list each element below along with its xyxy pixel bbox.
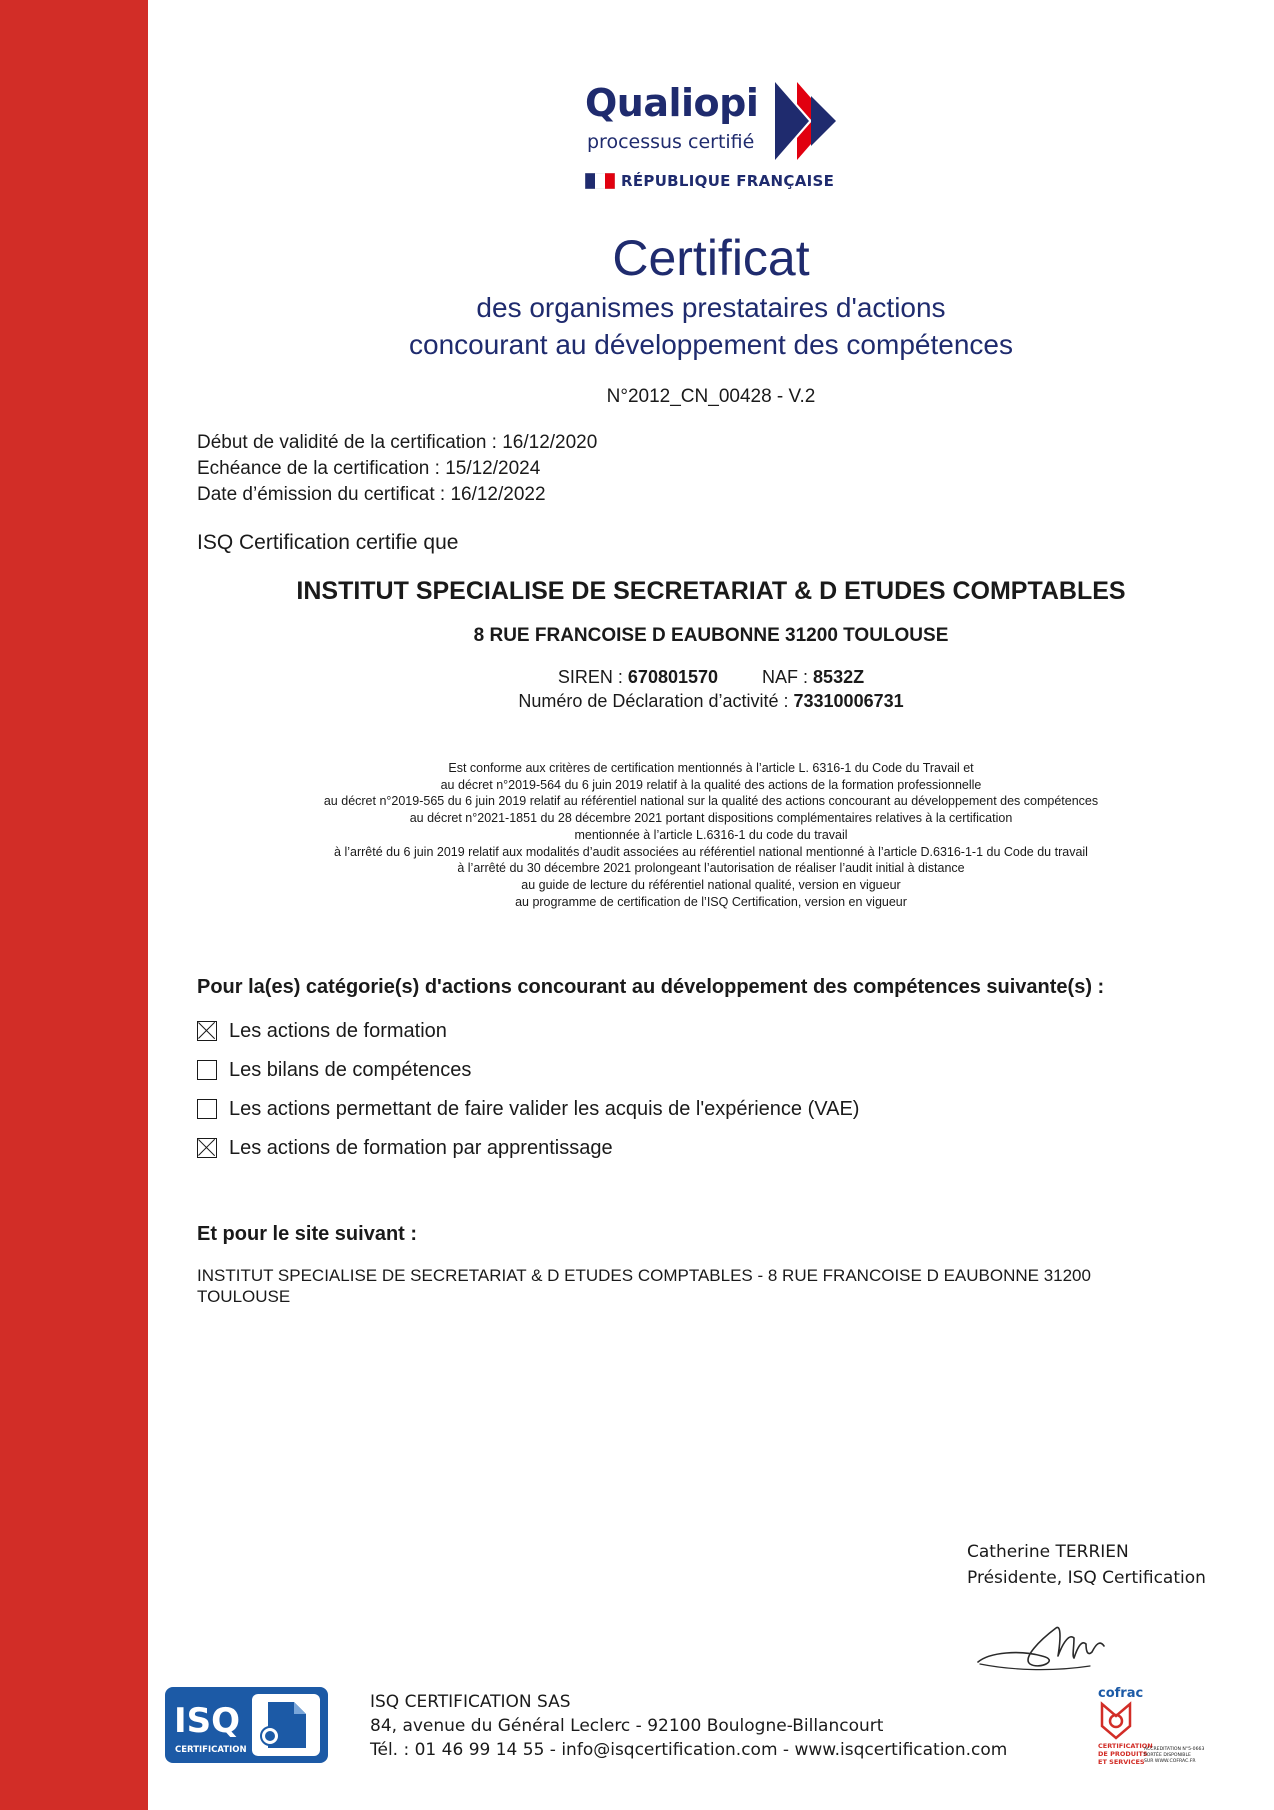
- qualiopi-tagline: processus certifié: [587, 131, 755, 153]
- signatory-role: Présidente, ISQ Certification: [967, 1568, 1206, 1588]
- category-label: Les actions de formation par apprentissage: [229, 1137, 613, 1159]
- category-label: Les bilans de compétences: [229, 1059, 472, 1081]
- issue-date: Date d’émission du certificat : 16/12/2022: [197, 484, 546, 505]
- legal-line: au programme de certification de l’ISQ Certification, version en vigueur: [515, 894, 907, 909]
- certificate-number: N°2012_CN_00428 - V.2: [606, 386, 816, 407]
- organization-name: INSTITUT SPECIALISE DE SECRETARIAT & D ETUDES COMPTABLES: [296, 577, 1126, 605]
- categories-heading: Pour la(es) catégorie(s) d'actions concourant au développement des compétences suivante(s) :: [197, 976, 1105, 998]
- cofrac-accr-3: SUR WWW.COFRAC.FR: [1144, 1759, 1196, 1764]
- legal-line: Est conforme aux critères de certification mentionnés à l’article L. 6316-1 du Code du Travail et: [448, 761, 974, 775]
- republique-francaise-text: RÉPUBLIQUE FRANÇAISE: [621, 172, 835, 190]
- republique-francaise-mark: [585, 172, 834, 190]
- cofrac-line-2: DE PRODUITS: [1098, 1750, 1148, 1758]
- red-side-band: [0, 0, 148, 1810]
- footer-contact-line: Tél. : 01 46 99 14 55 - info@isqcertification.com - www.isqcertification.com: [370, 1740, 1008, 1760]
- category-label: Les actions permettant de faire valider les acquis de l'expérience (VAE): [229, 1098, 860, 1120]
- site-heading: Et pour le site suivant :: [197, 1223, 418, 1245]
- legal-line: mentionnée à l’article L.6316-1 du code du travail: [574, 827, 848, 842]
- validity-start: Début de validité de la certification : 16/12/2020: [197, 432, 598, 453]
- nda-label: Numéro de Déclaration d’activité :: [518, 691, 794, 711]
- legal-conformity-text: [148, 760, 1274, 910]
- page-title: Certificat: [612, 230, 810, 286]
- legal-line: au décret n°2019-564 du 6 juin 2019 relatif à la qualité des actions de la formation professionnelle: [440, 777, 982, 792]
- site-line-1: INSTITUT SPECIALISE DE SECRETARIAT & D ETUDES COMPTABLES - 8 RUE FRANCOISE D EAUBONNE 31200: [197, 1266, 1091, 1285]
- naf-label: NAF :: [762, 667, 814, 687]
- qualiopi-wordmark: Qualiopi: [585, 81, 759, 125]
- subtitle-line-1: des organismes prestataires d'actions: [476, 292, 946, 323]
- subtitle-line-2: concourant au développement des compétences: [409, 329, 1013, 360]
- cofrac-line-3: ET SERVICES: [1098, 1758, 1145, 1766]
- category-checkbox: [197, 1138, 217, 1158]
- legal-line: au guide de lecture du référentiel national qualité, version en vigueur: [521, 877, 901, 892]
- organization-address: 8 RUE FRANCOISE D EAUBONNE 31200 TOULOUSE: [473, 625, 949, 646]
- qualiopi-arrows-icon: [775, 82, 845, 160]
- footer-contact: [370, 1690, 1007, 1762]
- category-label: Les actions de formation: [229, 1020, 447, 1042]
- cofrac-accreditation-logo: [1098, 1684, 1208, 1768]
- footer-address: 84, avenue du Général Leclerc - 92100 Boulogne-Billancourt: [370, 1716, 884, 1736]
- legal-line: au décret n°2021-1851 du 28 décembre 2021 portant dispositions complémentaires relatives à la certification: [409, 811, 1013, 826]
- legal-line: au décret n°2019-565 du 6 juin 2019 relatif au référentiel national sur la qualité des actions concourant au développement des compétences: [323, 794, 1099, 809]
- organization-identifiers: [148, 665, 1274, 713]
- nda-value: 73310006731: [793, 691, 904, 711]
- isq-certification-logo: [164, 1686, 329, 1764]
- category-checkbox: [197, 1021, 217, 1041]
- french-flag-icon: [585, 173, 615, 189]
- siren-value: 670801570: [627, 667, 719, 687]
- validity-end: Echéance de la certification : 15/12/2024: [197, 458, 541, 479]
- isq-logo-word: ISQ: [174, 1701, 241, 1741]
- cofrac-accr-2: PORTÉE DISPONIBLE: [1144, 1753, 1191, 1758]
- site-description: [197, 1265, 1197, 1307]
- footer-company: ISQ CERTIFICATION SAS: [370, 1692, 571, 1712]
- naf-value: 8532Z: [813, 667, 865, 687]
- cofrac-accr-1: ACCREDITATION N°5-0663: [1144, 1747, 1205, 1752]
- signatory-name: Catherine TERRIEN: [967, 1542, 1129, 1562]
- site-line-2: TOULOUSE: [197, 1287, 291, 1306]
- handwritten-signature-icon: [970, 1600, 1130, 1680]
- legal-line: à l’arrêté du 30 décembre 2021 prolongeant l’autorisation de réaliser l’audit initial à distance: [457, 861, 965, 876]
- category-checkbox: [197, 1099, 217, 1119]
- certifier-intro: ISQ Certification certifie que: [197, 531, 459, 554]
- category-checkbox: [197, 1060, 217, 1080]
- siren-label: SIREN :: [557, 667, 628, 687]
- isq-logo-sub: CERTIFICATION: [175, 1745, 247, 1755]
- cofrac-word: cofrac: [1098, 1686, 1144, 1701]
- legal-line: à l’arrêté du 6 juin 2019 relatif aux modalités d’audit associées au référentiel national mentionné à l’article D.6316-1-1 du Code du travail: [334, 844, 1088, 859]
- cofrac-line-1: CERTIFICATION: [1098, 1742, 1153, 1750]
- validity-dates: [197, 430, 597, 508]
